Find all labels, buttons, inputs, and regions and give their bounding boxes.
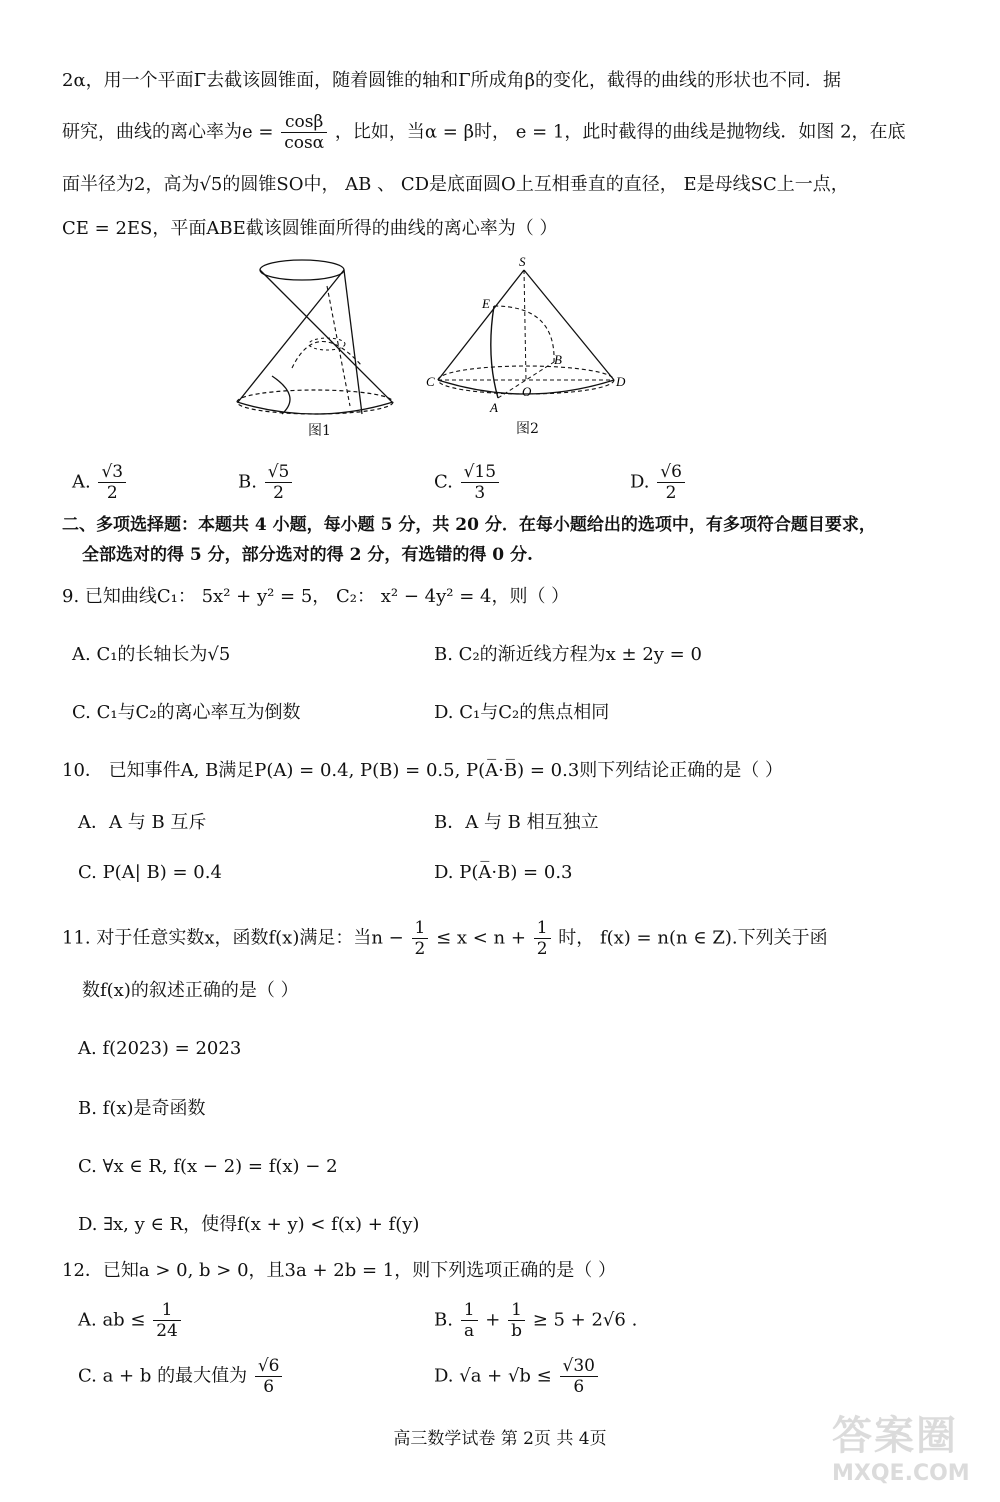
- q11-stem-part-2: ≤ x < n +: [436, 927, 526, 949]
- watermark-url: MXQE.COM: [832, 1461, 970, 1486]
- option-fraction-2: [508, 1300, 525, 1341]
- option-text: B.: [434, 1309, 453, 1331]
- section-2-heading-line-2: 全部选对的得 5 分，部分选对的得 2 分，有选错的得 0 分.: [82, 545, 533, 565]
- q11-option-a[interactable]: A. f(2023) = 2023: [78, 1038, 242, 1059]
- option-label: D.: [630, 471, 650, 493]
- q10-option-b[interactable]: B．A 与 B 相互独立: [434, 812, 599, 833]
- frac-num: √30: [560, 1356, 598, 1377]
- q11-stem-line-1: [62, 918, 960, 959]
- q8-option-c[interactable]: [434, 462, 501, 503]
- option-label: C.: [434, 471, 453, 493]
- label-B: B: [554, 352, 562, 367]
- label-S: S: [519, 256, 526, 269]
- watermark-logo: [832, 1404, 982, 1494]
- frac-den: 6: [573, 1377, 585, 1397]
- watermark-text: 答案圈: [832, 1413, 958, 1459]
- frac-den: 2: [273, 483, 284, 503]
- q9-option-b[interactable]: B. C₂的渐近线方程为x ± 2y = 0: [434, 644, 702, 665]
- intro-line-1: 2α，用一个平面Γ去截该圆锥面，随着圆锥的轴和Γ所成角β的变化，截得的曲线的形状也不同．据: [62, 70, 841, 91]
- frac-num: √3: [98, 462, 126, 483]
- q11-option-b[interactable]: B. f(x)是奇函数: [78, 1098, 206, 1119]
- plus-sign: +: [485, 1309, 501, 1331]
- option-fraction: [560, 1356, 598, 1397]
- frac-num: √15: [461, 462, 499, 483]
- intro-line-2-end: ，比如，当α = β时， e = 1，此时截得的曲线是抛物线．如图 2，在底: [334, 121, 906, 143]
- q8-option-d[interactable]: [630, 462, 687, 503]
- figure-1-cone-diagram: [232, 256, 402, 416]
- option-text: C. a + b 的最大值为: [78, 1365, 248, 1387]
- label-E: E: [482, 296, 490, 311]
- option-fraction: [657, 462, 685, 503]
- option-fraction: [265, 462, 293, 503]
- q12-stem: 12．已知a > 0, b > 0，且3a + 2b = 1，则下列选项正确的是（ ）: [62, 1260, 616, 1281]
- option-text-end: ≥ 5 + 2√6 .: [532, 1309, 638, 1331]
- q12-option-a[interactable]: [78, 1300, 183, 1341]
- frac-den: 2: [106, 483, 118, 503]
- q12-option-d[interactable]: [434, 1356, 600, 1397]
- q11-stem-part-3: 时， f(x) = n(n ∈ Z).下列关于函: [558, 927, 828, 949]
- q9-option-d[interactable]: D. C₁与C₂的焦点相同: [434, 702, 610, 723]
- option-label: B.: [238, 471, 257, 493]
- frac-num: √6: [255, 1356, 283, 1377]
- q8-option-a[interactable]: [72, 462, 128, 503]
- label-O: O: [522, 384, 532, 399]
- frac-num: 1: [153, 1300, 181, 1321]
- intro-line-3: 面半径为2，高为√5的圆锥SO中， AB 、 CD是底面圆O上互相垂直的直径， E是母线SC上一点，: [62, 174, 849, 195]
- frac-den: 2: [536, 939, 548, 959]
- frac-num: cosβ: [281, 112, 327, 133]
- frac-den: 2: [414, 939, 426, 959]
- frac-num: √6: [657, 462, 685, 483]
- q10-option-d[interactable]: D. P(A̅·B) = 0.3: [434, 862, 573, 883]
- intro-line-4: CE = 2ES，平面ABE截该圆锥面所得的曲线的离心率为（ ）: [62, 218, 558, 239]
- label-A: A: [490, 400, 498, 415]
- q9-option-c[interactable]: C. C₁与C₂的离心率互为倒数: [72, 702, 301, 723]
- label-C: C: [426, 374, 435, 389]
- q9-stem: 9. 已知曲线C₁： 5x² + y² = 5， C₂： x² − 4y² = 4，则（ ）: [62, 586, 570, 607]
- eccentricity-fraction: [281, 112, 327, 153]
- frac-num: 1: [508, 1300, 525, 1321]
- option-fraction: [461, 462, 499, 503]
- q10-stem: 10． 已知事件A, B满足P(A) = 0.4, P(B) = 0.5, P(A̅·B̅) = 0.3则下列结论正确的是（ ）: [62, 760, 783, 781]
- option-fraction-1: [461, 1300, 478, 1341]
- option-fraction: [255, 1356, 283, 1397]
- q12-option-b[interactable]: [434, 1300, 637, 1341]
- q11-option-c[interactable]: C. ∀x ∈ R, f(x − 2) = f(x) − 2: [78, 1156, 338, 1177]
- section-2-heading-line-1: 二、多项选择题：本题共 4 小题，每小题 5 分，共 20 分．在每小题给出的选项中，有多项符合题目要求，: [62, 515, 876, 535]
- page-footer: 高三数学试卷 第 2页 共 4页: [393, 1429, 607, 1449]
- frac-num: 1: [412, 918, 429, 939]
- q11-stem-part-1: 11. 对于任意实数x，函数f(x)满足：当n −: [62, 927, 404, 949]
- q11-option-d[interactable]: D. ∃x, y ∈ R，使得f(x + y) < f(x) + f(y): [78, 1214, 420, 1235]
- option-text: A. ab ≤: [78, 1309, 146, 1331]
- q12-option-c[interactable]: [78, 1356, 284, 1397]
- q8-option-b[interactable]: [238, 462, 294, 503]
- frac-num: 1: [534, 918, 551, 939]
- label-D: D: [616, 374, 626, 389]
- q10-option-c[interactable]: C. P(A| B) = 0.4: [78, 862, 222, 883]
- figure-2-cone-diagram: [426, 256, 632, 416]
- q11-stem-line-2: 数f(x)的叙述正确的是（ ）: [82, 980, 299, 1001]
- option-fraction: [153, 1300, 181, 1341]
- option-label: A.: [72, 471, 91, 493]
- frac-den: 3: [474, 483, 486, 503]
- q10-option-a[interactable]: A．A 与 B 互斥: [78, 812, 207, 833]
- option-fraction: [98, 462, 126, 503]
- frac-den: b: [511, 1321, 522, 1341]
- frac-den: a: [464, 1321, 475, 1341]
- option-text: D. √a + √b ≤: [434, 1365, 552, 1387]
- intro-line-2-start: 研究，曲线的离心率为e =: [62, 121, 274, 143]
- intro-line-2: [62, 112, 960, 153]
- figure-1-caption: 图1: [308, 423, 331, 439]
- frac-den: 6: [263, 1377, 275, 1397]
- frac-den: 24: [156, 1321, 178, 1341]
- frac-num: √5: [265, 462, 293, 483]
- q9-option-a[interactable]: A. C₁的长轴长为√5: [72, 644, 231, 665]
- q11-fraction-1: [412, 918, 429, 959]
- frac-den: cosα: [284, 133, 325, 153]
- q11-fraction-2: [534, 918, 551, 959]
- frac-den: 2: [665, 483, 677, 503]
- frac-num: 1: [461, 1300, 478, 1321]
- figure-2-caption: 图2: [516, 421, 539, 437]
